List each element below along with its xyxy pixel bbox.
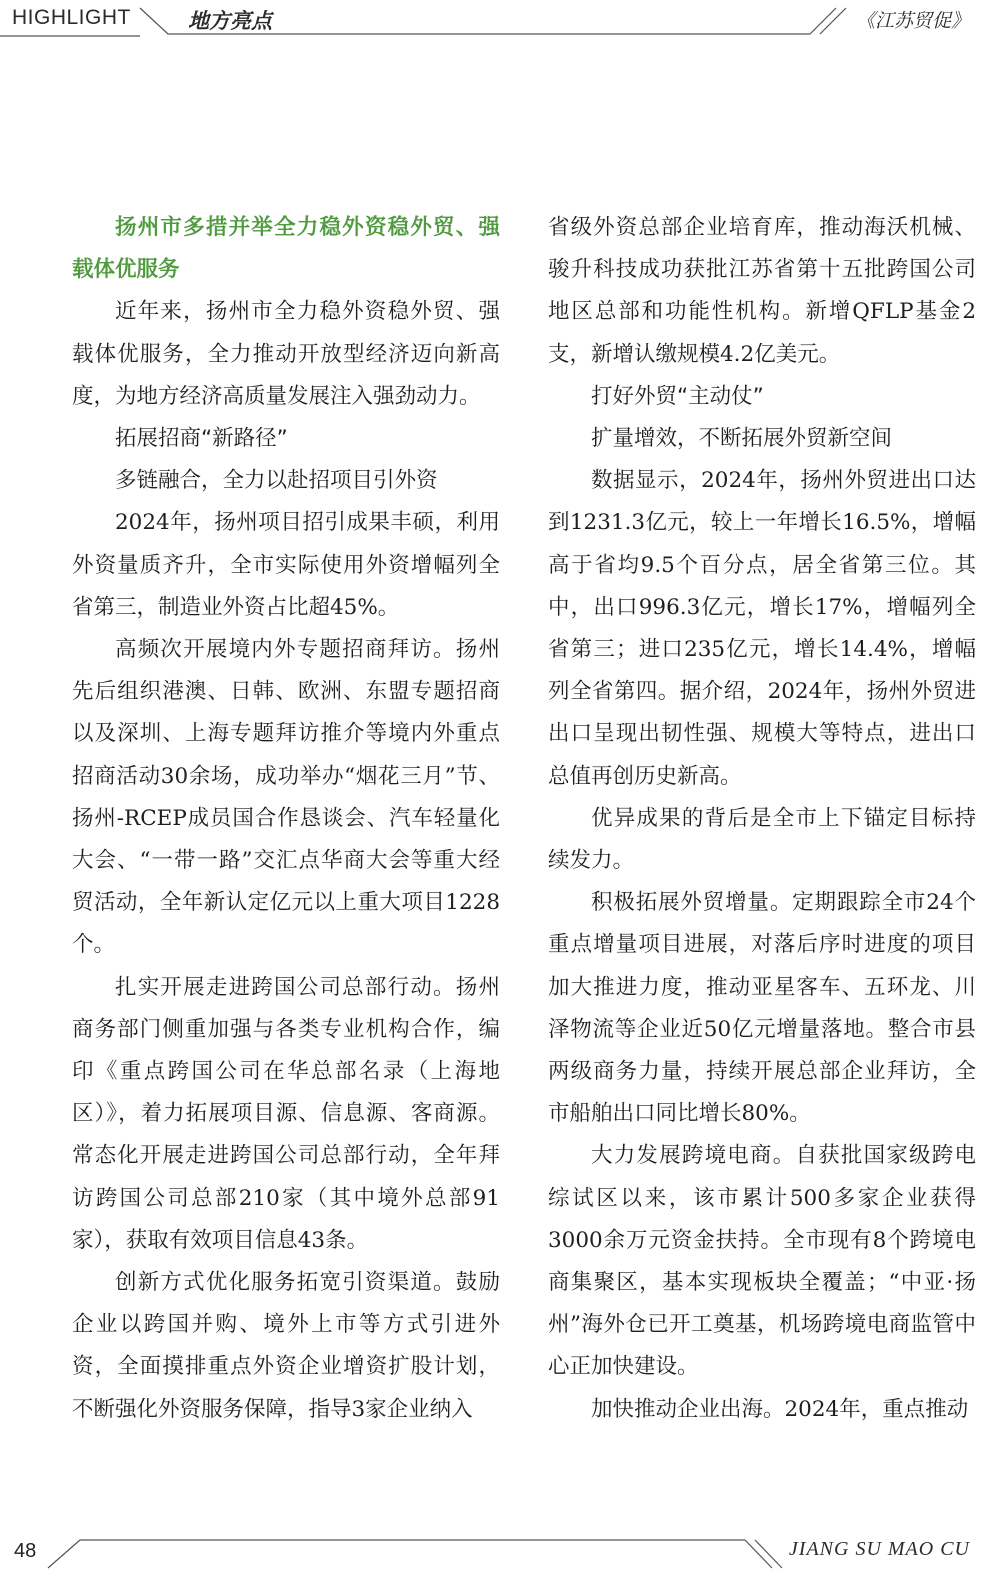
body-paragraph: 扎实开展走进跨国公司总部行动。扬州商务部门侧重加强与各类专业机构合作，编印《重点跨国公司在华总部名录（上海地区）》，着力拓展项目源、信息源、客商源。常态化开展走进跨国公司总部行动，全年拜访跨国公司总部210家（其中境外总部91家），获取有效项目信息43条。 (72, 974, 500, 1253)
body-paragraph: 大力发展跨境电商。自获批国家级跨电综试区以来，该市累计500多家企业获得3000余万元资金扶持。全市现有8个跨境电商集聚区，基本实现板块全覆盖；“中亚·扬州”海外仓已开工奠基，机场跨境电商监管中心正加快建设。 (548, 1143, 976, 1380)
intro-paragraph: 近年来，扬州市全力稳外资稳外贸、强载体优服务，全力推动开放型经济迈向新高度，为地方经济高质量发展注入强劲动力。 (72, 299, 500, 409)
section1-subheading: 多链融合，全力以赴招项目引外资 (115, 468, 438, 494)
header-rule (0, 0, 1000, 40)
section2-subheading: 扩量增效，不断拓展外贸新空间 (591, 426, 893, 452)
page-header (0, 0, 1000, 40)
body-paragraph: 积极拓展外贸增量。定期跟踪全市24个重点增量项目进展，对落后序时进度的项目加大推进力度，推动亚星客车、五环龙、川泽物流等企业近50亿元增量落地。整合市县两级商务力量，持续开展总部企业拜访，全市船舶出口同比增长80%。 (548, 890, 976, 1127)
left-column (72, 207, 500, 1431)
right-column (548, 207, 976, 1431)
article-title: 扬州市多措并举全力稳外资稳外贸、强载体优服务 (72, 215, 500, 283)
page-footer (0, 1530, 1000, 1586)
header-section-title: 地方亮点 (188, 8, 272, 33)
body-paragraph: 加快推动企业出海。2024年，重点推动 (591, 1396, 969, 1422)
continuation-paragraph: 省级外资总部企业培育库，推动海沃机械、骏升科技成功获批江苏省第十五批跨国公司地区总部和功能性机构。新增QFLP基金2支，新增认缴规模4.2亿美元。 (548, 215, 976, 367)
body-paragraph: 高频次开展境内外专题招商拜访。扬州先后组织港澳、日韩、欧洲、东盟专题招商以及深圳、上海专题拜访推介等境内外重点招商活动30余场，成功举办“烟花三月”节、扬州-RCEP成员国合作恳谈会、汽车轻量化大会、“一带一路”交汇点华商大会等重大经贸活动，全年新认定亿元以上重大项目1228个。 (72, 637, 500, 958)
body-paragraph: 优异成果的背后是全市上下锚定目标持续发力。 (548, 805, 976, 874)
section2-heading: 打好外贸“主动仗” (591, 383, 764, 409)
header-label: HIGHLIGHT (12, 6, 131, 29)
header-publication: 《江苏贸促》 (855, 10, 970, 32)
page-number: 48 (14, 1540, 37, 1562)
body-paragraph: 数据显示，2024年，扬州外贸进出口达到1231.3亿元，较上一年增长16.5%，增幅高于省均9.5个百分点，居全省第三位。其中，出口996.3亿元，增长17%，增幅列全省第三；进口235亿元，增长14.4%，增幅列全省第四。据介绍，2024年，扬州外贸进出口呈现出韧性强、规模大等特点，进出口总值再创历史新高。 (548, 468, 976, 789)
section1-heading: 拓展招商“新路径” (115, 426, 288, 452)
body-paragraph: 创新方式优化服务拓宽引资渠道。鼓励企业以跨国并购、境外上市等方式引进外资，全面摸排重点外资企业增资扩股计划，不断强化外资服务保障，指导3家企业纳入 (72, 1270, 500, 1422)
body-paragraph: 2024年，扬州项目招引成果丰硕，利用外资量质齐升，全市实际使用外资增幅列全省第三，制造业外资占比超45%。 (72, 510, 500, 620)
footer-publication: JIANG SU MAO CU (788, 1538, 970, 1560)
